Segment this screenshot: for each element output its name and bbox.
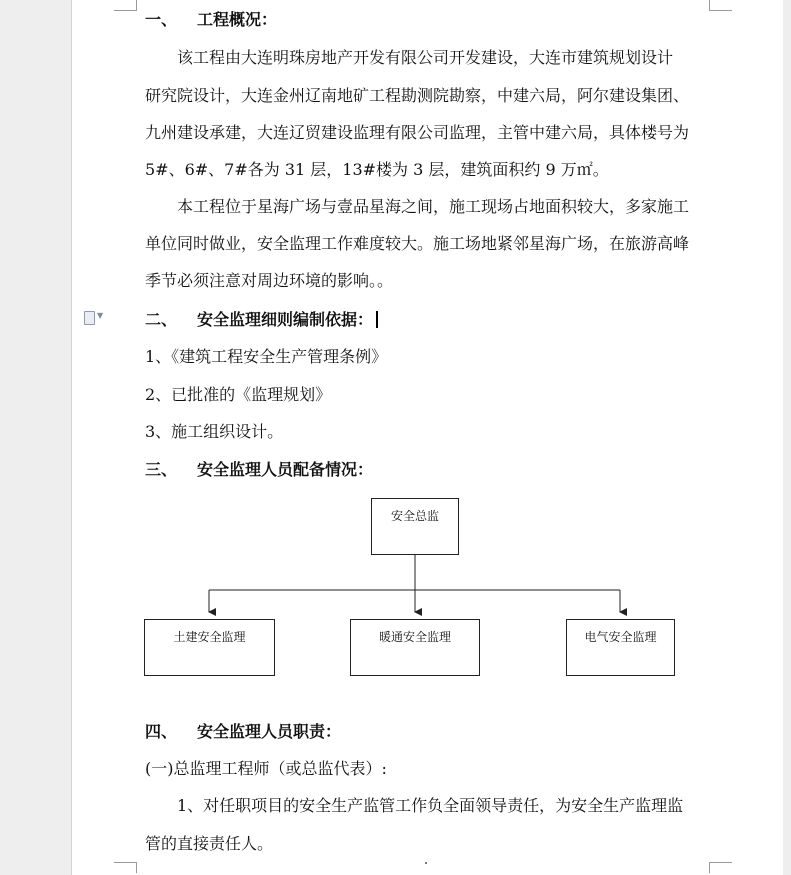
list-item: 1、《建筑工程安全生产管理条例》 <box>145 347 388 366</box>
paragraph-line: 5#、6#、7#各为 31 层，13#楼为 3 层，建筑面积约 9 万㎡。 <box>145 160 609 179</box>
subheading: (一)总监理工程师（或总监代表）: <box>145 759 387 778</box>
org-box-hvac <box>350 619 480 676</box>
page-footer-mark <box>425 862 427 864</box>
org-box-label: 暖通安全监理 <box>378 630 451 644</box>
list-item: 3、施工组织设计。 <box>145 422 284 441</box>
paragraph-line: 单位同时做业，安全监理工作难度较大。施工场地紧邻星海广场，在旅游高峰 <box>145 234 690 253</box>
paragraph-line: 九州建设承建，大连辽贸建设监理有限公司监理，主管中建六局，具体楼号为 <box>145 123 690 142</box>
org-box-label: 安全总监 <box>390 509 439 523</box>
org-box-civil <box>144 619 275 676</box>
section-number: 三、 <box>145 460 178 479</box>
paragraph-line: 研究院设计，大连金州辽南地矿工程勘测院勘察，中建六局，阿尔建设集团、 <box>145 86 690 105</box>
paragraph-line: 管的直接责任人。 <box>145 834 274 853</box>
paragraph-options-icon[interactable]: ▼ <box>84 311 104 325</box>
paragraph-line: 本工程位于星海广场与壹品星海之间，施工现场占地面积较大，多家施工 <box>177 197 690 216</box>
section-number: 一、 <box>145 10 178 29</box>
section-title: 安全监理人员配备情况： <box>197 460 374 479</box>
section-title: 安全监理人员职责： <box>197 722 342 741</box>
section-title: 工程概况： <box>197 10 278 29</box>
org-box-electrical <box>566 619 675 676</box>
section-number: 二、 <box>145 310 178 329</box>
org-box-top <box>371 498 459 555</box>
section-heading-4 <box>145 722 341 742</box>
paragraph-line: 该工程由大连明珠房地产开发有限公司开发建设，大连市建筑规划设计 <box>177 48 674 67</box>
org-box-label: 土建安全监理 <box>173 630 246 644</box>
paragraph-line: 1、对任职项目的安全生产监管工作负全面领导责任，为安全生产监理监 <box>177 796 684 815</box>
section-number: 四、 <box>145 722 178 741</box>
paragraph-line: 季节必须注意对周边环境的影响。。 <box>145 271 394 290</box>
org-box-label: 电气安全监理 <box>584 630 657 644</box>
list-item: 2、已批准的《监理规划》 <box>145 385 332 404</box>
section-title: 安全监理细则编制依据： <box>197 310 374 329</box>
